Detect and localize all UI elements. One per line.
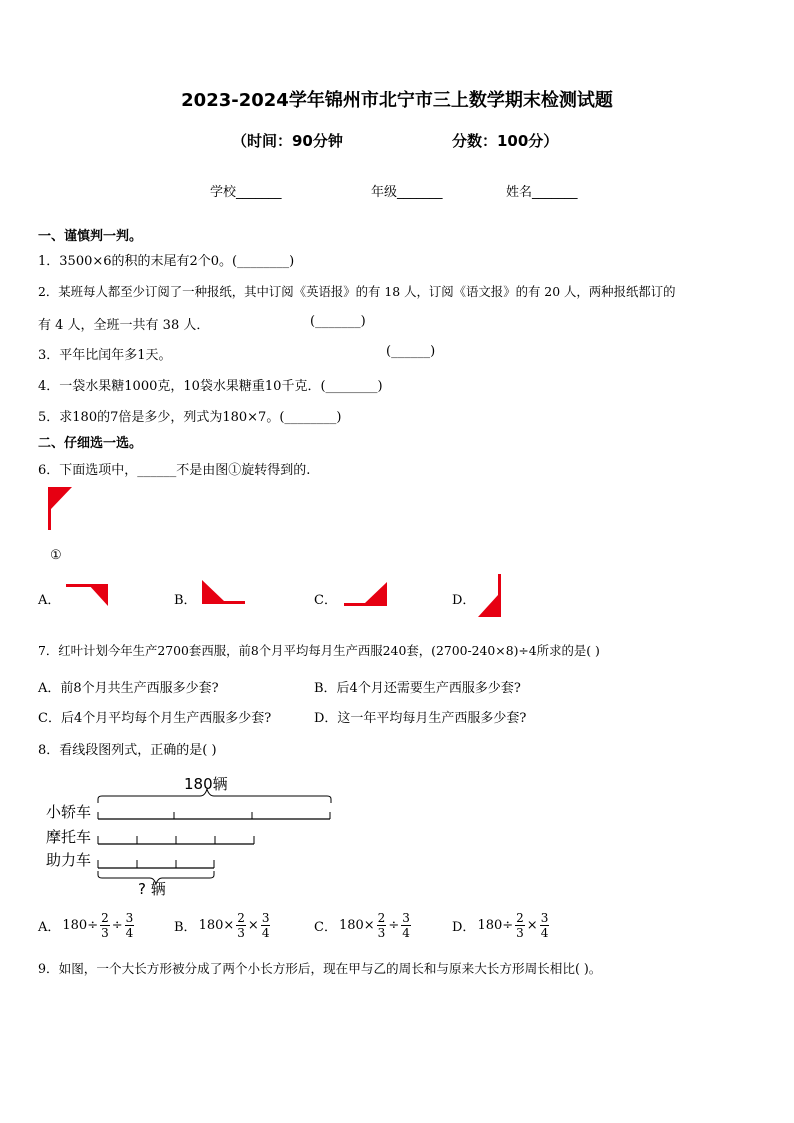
q8-c-label: C． [314,920,337,935]
question-9: 9．如图，一个大长方形被分成了两个小长方形后，现在甲与乙的周长和与原来大长方形周长相比( )。 [38,961,602,976]
q8-d-operator: × [526,918,538,933]
q8-d-fraction-1: $\frac{2}{3}$ [516,911,524,940]
q8-option-d[interactable] [452,911,549,940]
row-label-car: 小轿车 [46,803,92,821]
question-4: 4．一袋水果糖1000克，10袋水果糖重10千克．(________) [38,379,383,394]
q8-b-label: B． [174,920,197,935]
question-2-line-1: 2．某班每人都至少订阅了一种报纸，其中订阅《英语报》的有 18 人，订阅《语文报》的有 20 人，两种报纸都订的 [38,284,676,299]
total-label: 180辆 [184,775,228,793]
row-label-motorcycle: 摩托车 [46,828,92,846]
q8-option-c[interactable] [314,911,411,940]
q7-option-c[interactable]: C．后4个月平均每个月生产西服多少套? [38,711,272,726]
section-2-heading: 二、仔细选一选。 [38,436,143,451]
q7-option-a[interactable]: A．前8个月共生产西服多少套? [38,681,219,696]
question-3-blank[interactable]: (______) [386,344,436,359]
q6-option-c-label[interactable]: C． [314,593,337,608]
school-field[interactable]: 学校_______ [210,185,282,200]
flag-figure-1 [46,487,76,531]
name-field[interactable]: 姓名_______ [506,185,578,200]
question-6: 6．下面选项中，______不是由图①旋转得到的. [38,463,311,478]
q7-option-b[interactable]: B．后4个月还需要生产西服多少套? [314,681,521,696]
q8-a-pre: 180÷ [62,918,99,933]
q8-b-fraction-2: $\frac{3}{4}$ [261,911,270,940]
section-1-heading: 一、谨慎判一判。 [38,229,143,244]
question-2-blank[interactable]: (_______) [310,314,366,329]
segment-diagram [40,772,340,897]
question-8: 8．看线段图列式，正确的是( ) [38,743,217,758]
q8-d-pre: 180÷ [477,918,514,933]
q8-b-pre: 180× [198,918,235,933]
q8-c-fraction-2: $\frac{3}{4}$ [402,911,410,940]
question-5: 5．求180的7倍是多少，列式为180×7。(________) [38,410,342,425]
q8-c-operator: ÷ [388,918,400,933]
q8-a-operator: ÷ [111,918,123,933]
question-3: 3．平年比闰年多1天。 [38,348,172,363]
q8-a-label: A． [38,920,61,935]
figure-1-label: ① [50,548,62,563]
question-1: 1．3500×6的积的末尾有2个0。(________) [38,254,295,269]
q8-option-b[interactable] [174,911,270,940]
page-title: 2023-2024学年锦州市北宁市三上数学期末检测试题 [181,90,613,111]
option-c-shape[interactable] [344,582,388,608]
question-2-line-2: 有 4 人，全班一共有 38 人． [38,318,210,333]
q6-option-a-label[interactable]: A． [38,593,61,608]
q8-option-a[interactable] [38,911,134,940]
q8-b-fraction-1: $\frac{2}{3}$ [237,911,245,940]
q8-d-label: D． [452,920,476,935]
option-d-shape[interactable] [478,574,504,618]
q8-c-fraction-1: $\frac{2}{3}$ [377,911,386,940]
q7-option-d[interactable]: D．这一年平均每月生产西服多少套? [314,711,527,726]
q8-d-fraction-2: $\frac{3}{4}$ [540,911,549,940]
question-label: ? 辆 [138,880,166,898]
q6-option-d-label[interactable]: D． [452,593,476,608]
grade-field[interactable]: 年级_______ [371,185,443,200]
q8-a-fraction-1: $\frac{2}{3}$ [101,911,109,940]
exam-time: （时间：90分钟 [232,132,343,150]
q8-c-pre: 180× [338,918,375,933]
q6-option-b-label[interactable]: B． [174,593,197,608]
q8-a-fraction-2: $\frac{3}{4}$ [125,911,134,940]
question-7: 7．红叶计划今年生产2700套西服，前8个月平均每月生产西服240套，(2700-240×8)÷4所求的是( ) [38,643,600,658]
q8-b-operator: × [247,918,259,933]
option-a-shape[interactable] [66,584,110,608]
option-b-shape[interactable] [202,580,248,606]
exam-score: 分数：100分） [452,132,559,150]
row-label-moped: 助力车 [46,851,92,869]
